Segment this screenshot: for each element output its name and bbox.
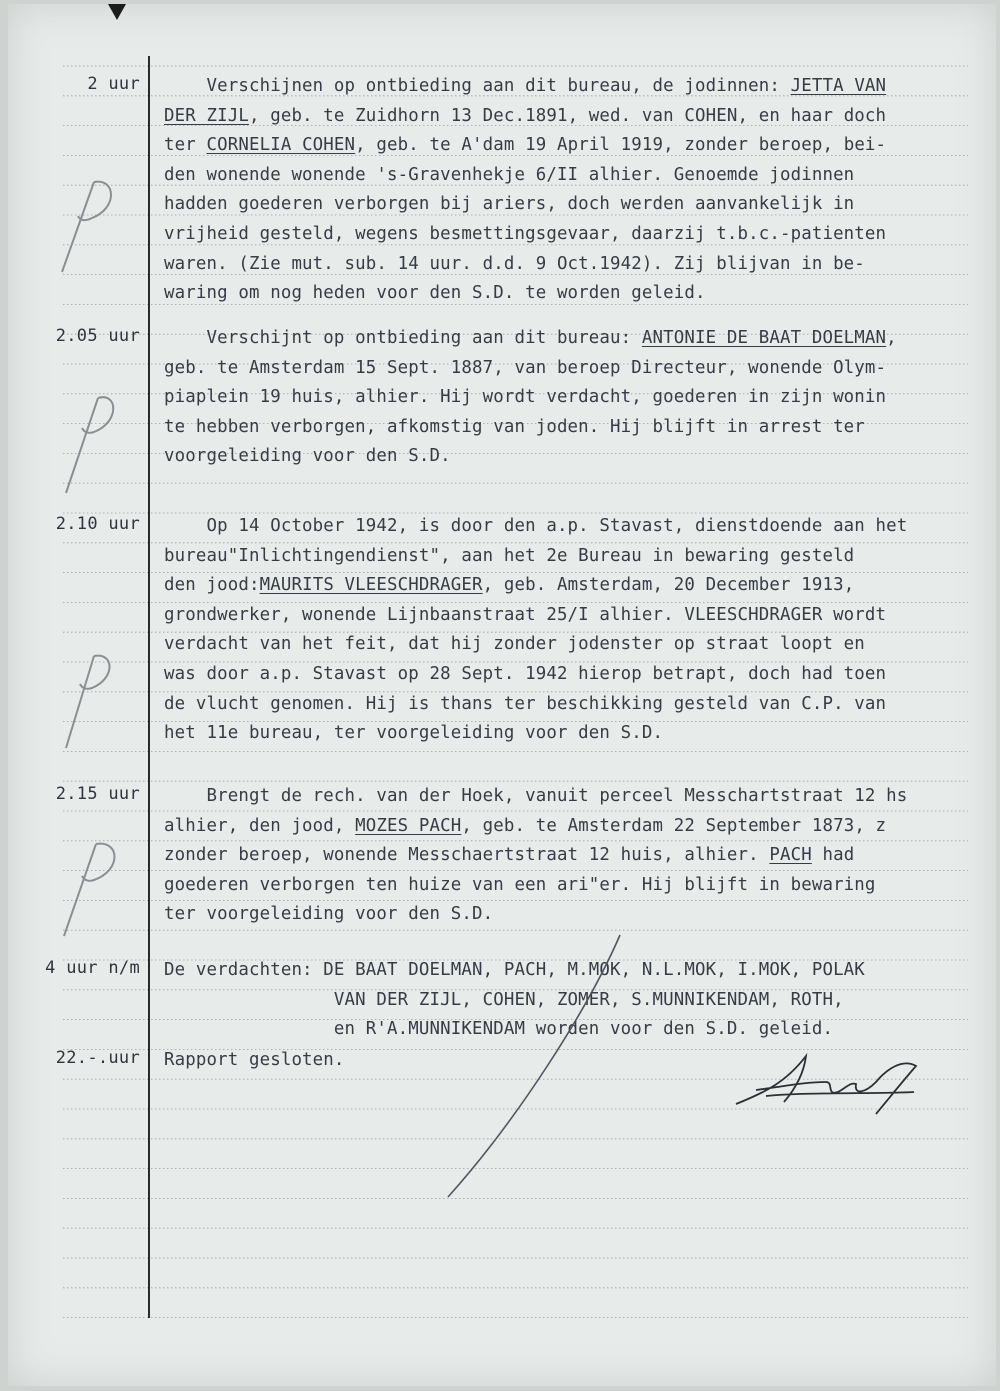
underlined-name: JETTA VAN — [790, 76, 887, 96]
text-segment: Op 14 October 1942, is door den a.p. Stavast, dienstdoende aan het — [164, 516, 908, 536]
entry-text-line — [164, 254, 865, 274]
entry-time: 22.-.uur — [55, 1048, 140, 1068]
entry-time: 4 uur n/m — [45, 958, 140, 978]
text-segment: ter voorgeleiding voor den S.D. — [164, 904, 494, 925]
entry-text-line — [164, 328, 897, 348]
text-segment: , geb. te Zuidhorn 13 Dec.1891, wed. van COHEN, en haar doch — [248, 105, 887, 126]
margin-rule — [148, 56, 150, 1318]
entry-text-line — [164, 694, 886, 714]
entry-text-line — [164, 516, 907, 536]
text-segment: de vlucht genomen. Hij is thans ter beschikking gesteld van C.P. van — [164, 693, 887, 714]
text-segment: had — [811, 845, 855, 866]
text-segment: , — [886, 328, 897, 348]
entry-text-line — [164, 358, 886, 378]
entry-text-line — [164, 106, 886, 126]
entry-text-line — [164, 194, 854, 214]
text-segment: te hebben verborgen, afkomstig van joden. Hij blijft in arrest ter — [164, 416, 865, 437]
text-segment: hadden goederen verborgen bij ariers, doch werden aanvankelijk in — [164, 194, 855, 215]
text-segment: ter — [164, 135, 207, 156]
pencil-initial-mark — [54, 172, 124, 282]
text-segment: Rapport gesloten. — [164, 1050, 345, 1070]
entry-text-line — [164, 634, 865, 654]
pencil-initial-mark — [60, 648, 130, 758]
text-segment: waring om nog heden voor den S.D. te worden geleid. — [164, 283, 706, 304]
entry-time: 2 uur — [87, 74, 140, 94]
entry-text-line — [164, 605, 886, 625]
text-segment: Verschijnen op ontbieding aan dit bureau, de jodinnen: — [164, 76, 791, 96]
text-segment: het 11e bureau, ter voorgeleiding voor den S.D. — [164, 723, 664, 744]
entry-text-line — [164, 575, 854, 595]
text-segment: den wonende wonende 's-Gravenhekje 6/II alhier. Genoemde jodinnen — [164, 164, 855, 185]
pencil-initial-mark — [58, 836, 128, 946]
underlined-name: PACH — [769, 845, 812, 866]
entry-text-line — [164, 723, 663, 743]
entry-text-line — [164, 224, 886, 244]
entry-time: 2.10 uur — [55, 514, 140, 534]
underlined-name: ANTONIE DE BAAT DOELMAN — [641, 328, 887, 348]
text-segment: goederen verborgen ten huize van een ari"er. Hij blijft in bewaring — [164, 874, 876, 895]
entry-text-line — [164, 786, 907, 806]
pencil-initial-mark — [58, 388, 128, 498]
document-page — [8, 4, 996, 1386]
text-segment: geb. te Amsterdam 15 Sept. 1887, van beroep Directeur, wonende Olym- — [164, 357, 887, 378]
entry-text-line — [164, 417, 865, 437]
entry-text-line — [164, 283, 706, 303]
entry-text-line — [164, 446, 451, 466]
entry-text-line — [164, 664, 886, 684]
text-segment: voorgeleiding voor den S.D. — [164, 446, 451, 467]
text-segment: den jood: — [164, 575, 260, 596]
text-segment: , geb. Amsterdam, 20 December 1913, — [482, 575, 855, 596]
text-segment: verdacht van het feit, dat hij zonder jodenster op straat loopt en — [164, 634, 865, 655]
text-segment: grondwerker, wonende Lijnbaanstraat 25/I alhier. VLEESCHDRAGER wordt — [164, 604, 887, 625]
text-segment: VAN DER ZIJL, COHEN, ZOMER, S.MUNNIKENDAM, ROTH, — [164, 989, 844, 1010]
text-segment: waren. (Zie mut. sub. 14 uur. d.d. 9 Oct.1942). Zij blijvan in be- — [164, 253, 865, 274]
entry-text-line — [164, 845, 854, 865]
underlined-name: MOZES PACH — [355, 815, 462, 836]
entry-text-line — [164, 1050, 345, 1070]
entry-text-line — [164, 816, 886, 836]
entry-text-line — [164, 165, 854, 185]
text-segment: , geb. te A'dam 19 April 1919, zonder beroep, bei- — [355, 135, 887, 156]
corner-mark — [108, 4, 126, 20]
text-segment: Verschijnt op ontbieding aan dit bureau: — [164, 328, 642, 348]
text-segment: vrijheid gesteld, wegens besmettingsgevaar, daarzij t.b.c.-patienten — [164, 224, 887, 244]
text-segment: en R'A.MUNNIKENDAM worden voor den S.D. geleid. — [164, 1019, 834, 1040]
text-segment: bureau"Inlichtingendienst", aan het 2e Bureau in bewaring gesteld — [164, 545, 855, 566]
text-segment: , geb. te Amsterdam 22 September 1873, z — [461, 815, 887, 836]
entry-text-line — [164, 875, 876, 895]
entry-text-line — [164, 135, 886, 155]
entry-text-line — [164, 76, 886, 96]
pen-slash-mark — [438, 929, 638, 1209]
text-segment: alhier, den jood, — [164, 815, 356, 836]
text-segment: piaplein 19 huis, alhier. Hij wordt verdacht, goederen in zijn wonin — [164, 387, 887, 408]
entry-time: 2.15 uur — [55, 784, 140, 804]
entry-text-line — [164, 904, 493, 924]
text-segment: De verdachten: DE BAAT DOELMAN, PACH, M.MOK, N.L.MOK, I.MOK, POLAK — [164, 960, 865, 980]
text-segment: zonder beroep, wonende Messchaertstraat 12 huis, alhier. — [164, 845, 770, 866]
entry-time: 2.05 uur — [55, 326, 140, 346]
underlined-name: DER ZIJL — [164, 105, 249, 126]
text-segment: Brengt de rech. van der Hoek, vanuit perceel Messchartstraat 12 hs — [164, 786, 908, 806]
text-segment: was door a.p. Stavast op 28 Sept. 1942 hierop betrapt, doch had toen — [164, 664, 887, 684]
handwritten-signature — [726, 1052, 926, 1122]
underlined-name: CORNELIA COHEN — [206, 135, 356, 156]
underlined-name: MAURITS VLEESCHDRAGER — [259, 575, 483, 596]
entry-text-line — [164, 546, 854, 566]
entry-text-line — [164, 387, 886, 407]
